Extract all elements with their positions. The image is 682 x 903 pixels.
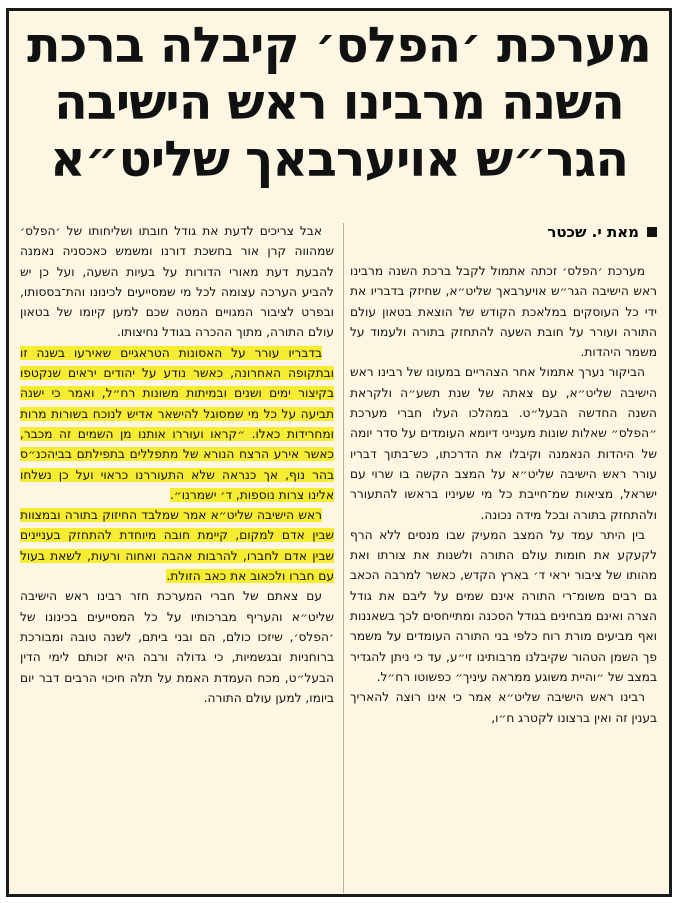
right-paragraph-2: הביקור נערך אתמול אחר הצהריים במעונו של רבינו ראש הישיבה שליט״א, עם צאתה של שנת תשע״ה ולקראת השנה החדשה הבעל״ט. במהלכו העלו חברי מערכת ״הפלס״ שאלות שונות מענייני דיומא העומדים על סדר יומה של היהדות הנאמנה וקיבלו את הדרכתו, כש־בתוך דבריו עורר ראש הישיבה שליט״א על המצב הקשה בו שרוי עם ישראל, מציאות שמ־חייבת כל מי שעיניו בראשו להתעורר ולהתחזק בתורה ובכל מידה נכונה. [350, 365, 657, 522]
column-divider [343, 223, 344, 893]
article-headline [19, 17, 659, 188]
byline-square-icon [647, 227, 657, 237]
left-paragraph-2 [20, 343, 334, 505]
right-paragraph-3: בין היתר עמד על המצב המעיק שבו מנסים ללא הרף לקעקע את חומות עולם התורה ולשנות את צורתו ואת מהותו של ציבור יראי ד׳ בארץ הקדש, כאשר למרבה הכאב גם רבים משומ־רי התורה אינם שמים על ליבם את גודל הצרה ואינם מבחינים בגודל הסכנה ומתייחסים לכך בשאננות ואף מביעים מורת רוח כלפי בני התורה העומדים על משמר פך השמן הטהור שקיבלנו מרבותינו זי״ע, עד כי ניתן להגדיר במצב של ״והיית משוגע ממראה עיניך״ כפשוטו רח״ל. [350, 527, 657, 684]
newspaper-article [6, 8, 672, 897]
left-paragraph-4: עם צאתם של חברי המערכת חזר רבינו ראש הישיבה שליט״א והעריף מברכותיו על כל המסייעים בכינונו של ׳הפלס׳, שיזכו כולם, הם ובני ביתם, לשנה טובה ומבורכת ברוחניות ובגשמיות, כי גדולה ורבה היא זכותם לימי הדין הבעל״ט, מכח העמדת האמת על תלה חיכוי הרבים דבר יום ביומו, למען עולם התורה. [20, 589, 334, 705]
article-column-left [20, 221, 334, 708]
highlighted-text-2: ראש הישיבה שליט״א אמר שמלבד החיזוק בתורה ובמצוות שבין אדם למקום, קיימת חובה מיוחדת להתחזק בעניינים שבין אדם לחברו, להרבות אהבה ואחוה ורעות, לשאת בעול עם חברו ולכאוב את כאב הזולת. [20, 508, 334, 584]
left-paragraph-1: אבל צריכים לדעת את גודל חובתו ושליחותו של ׳הפלס׳ שמהווה קרן אור בחשכת דורנו ומשמש כאכסניה נאמנה להבעת דעת מאורי הדורות על בעיות השעה, ועל כן יש להביע הערכה עצומה לכל מי שמסייעים לכינונו והת־בססותו, ובפרט לציבור המגויים המטה שכם למען קיומו של בטאון עולם התורה, מתוך ההכרה בגודל נחיצותו. [20, 224, 334, 340]
right-paragraph-4: רבינו ראש הישיבה שליט״א אמר כי אינו רוצה להאריך בענין זה ואין ברצונו לקטרג ח״ו, [350, 690, 657, 725]
headline-line-2: השנה מרבינו ראש הישיבה [54, 74, 624, 131]
article-column-right [350, 261, 657, 728]
headline-line-3: הגר״ש אויערבאך שליט״א [49, 131, 628, 188]
highlighted-text-1: בדבריו עורר על האסונות הטראגיים שאירעו בשנה זו ובתקופה האחרונה, כאשר נודע על יהודים יראים שנקטפו בקיצור ימים ושנים ובמיתות משונות רח״ל, ואמר כי ישנה תביעה על כל מי שמסוגל להישאר אדיש לנוכח בשורות מרות ומחרידות כאלו. ״קראו ועוררו אותנו מן השמים זה מכבר, כאשר אירע הרצח הנורא של מתפללים בתפילתם בביהכנ״ס בהר נוף, אך כנראה שלא התעוררנו כראוי ועל כן נשלחו אלינו צרות נוספות, ד׳ ישמרנו״. [20, 345, 334, 502]
headline-line-1: מערכת ׳הפלס׳ קיבלה ברכת [27, 17, 651, 74]
right-paragraph-1: מערכת ׳הפלס׳ זכתה אתמול לקבל ברכת השנה מרבינו ראש הישיבה הגר״ש אויערבאך שליט״א, שחיזק בדבריו את ידי כל העוסקים במלאכת הקודש של הוצאת בטאון עולם התורה ועורר על חובת השעה להתחזק בתורה ולעמוד על משמר היהדות. [350, 264, 657, 360]
byline-text: מאת י. שכטר [547, 223, 639, 241]
left-paragraph-3 [20, 505, 334, 586]
byline [347, 222, 657, 242]
